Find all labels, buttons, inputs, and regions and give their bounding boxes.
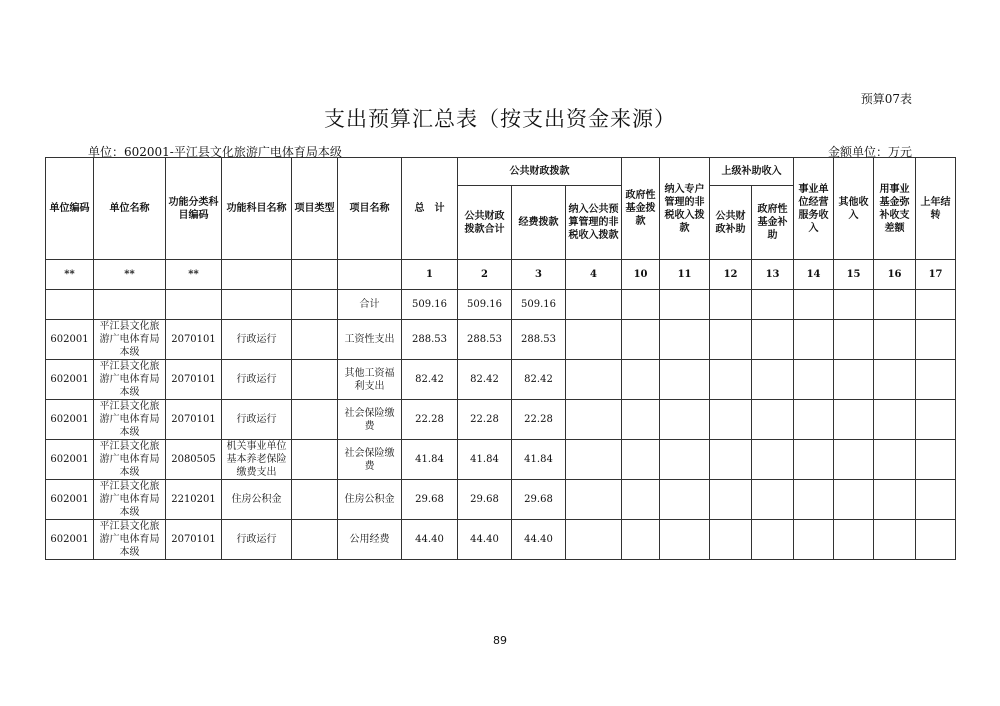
row-func-name: 行政运行: [222, 320, 292, 360]
row-project-name: 其他工资福利支出: [338, 360, 402, 400]
page-number: 89: [493, 634, 507, 647]
col-gov-fund: 政府性基金拨款: [622, 158, 660, 260]
row-func-name: 住房公积金: [222, 480, 292, 520]
total-public: 509.16: [458, 290, 512, 320]
col-upper-gov: 政府性基金补助: [752, 186, 794, 260]
row-public-total: 44.40: [458, 520, 512, 560]
index-cell: 10: [622, 260, 660, 290]
row-total: 29.68: [402, 480, 458, 520]
row-project-name: 住房公积金: [338, 480, 402, 520]
row-func-name: 行政运行: [222, 520, 292, 560]
index-cell: [338, 260, 402, 290]
col-total: 总 计: [402, 158, 458, 260]
row-code: 602001: [46, 520, 94, 560]
col-other-income: 其他收入: [834, 158, 874, 260]
row-unit-name: 平江县文化旅游广电体育局本级: [94, 520, 166, 560]
col-unit-code: 单位编码: [46, 158, 94, 260]
index-cell: **: [94, 260, 166, 290]
row-func-code: 2080505: [166, 440, 222, 480]
index-cell: 17: [916, 260, 956, 290]
row-total: 82.42: [402, 360, 458, 400]
index-cell: 14: [794, 260, 834, 290]
row-public-total: 41.84: [458, 440, 512, 480]
budget-table: [45, 157, 956, 560]
unit-label: 单位：602001-平江县文化旅游广电体育局本级: [88, 145, 342, 159]
table-row: [46, 400, 956, 440]
row-public-total: 288.53: [458, 320, 512, 360]
table-row: [46, 320, 956, 360]
row-func-name: 机关事业单位基本养老保险缴费支出: [222, 440, 292, 480]
row-unit-name: 平江县文化旅游广电体育局本级: [94, 320, 166, 360]
row-unit-name: 平江县文化旅游广电体育局本级: [94, 480, 166, 520]
index-cell: 15: [834, 260, 874, 290]
col-special-nontax: 纳入专户管理的非税收入拨款: [660, 158, 710, 260]
row-func-code: 2070101: [166, 320, 222, 360]
row-funding: 22.28: [512, 400, 566, 440]
index-cell: **: [166, 260, 222, 290]
table-row: [46, 480, 956, 520]
table-row: [46, 360, 956, 400]
table-row: [46, 440, 956, 480]
col-funding: 经费拨款: [512, 186, 566, 260]
row-total: 288.53: [402, 320, 458, 360]
row-project-name: 社会保险缴费: [338, 400, 402, 440]
index-cell: 1: [402, 260, 458, 290]
row-func-name: 行政运行: [222, 400, 292, 440]
col-reserve: 用事业基金弥补收支差额: [874, 158, 916, 260]
row-public-total: 22.28: [458, 400, 512, 440]
row-func-code: 2070101: [166, 520, 222, 560]
row-unit-name: 平江县文化旅游广电体育局本级: [94, 360, 166, 400]
row-unit-name: 平江县文化旅游广电体育局本级: [94, 440, 166, 480]
page-title: 支出预算汇总表（按支出资金来源）: [324, 107, 676, 131]
money-unit-label: 金额单位：万元: [827, 145, 912, 159]
row-total: 44.40: [402, 520, 458, 560]
index-cell: 3: [512, 260, 566, 290]
row-funding: 44.40: [512, 520, 566, 560]
col-project-type: 项目类型: [292, 158, 338, 260]
col-upper-public: 公共财政补助: [710, 186, 752, 260]
index-cell: 16: [874, 260, 916, 290]
total-row: [46, 290, 956, 320]
index-cell: [222, 260, 292, 290]
index-row: [46, 260, 956, 290]
index-cell: **: [46, 260, 94, 290]
index-cell: 4: [566, 260, 622, 290]
row-code: 602001: [46, 440, 94, 480]
row-funding: 82.42: [512, 360, 566, 400]
col-unit-name: 单位名称: [94, 158, 166, 260]
col-func-code: 功能分类科目编码: [166, 158, 222, 260]
col-public-total: 公共财政拨款合计: [458, 186, 512, 260]
row-funding: 41.84: [512, 440, 566, 480]
index-cell: 2: [458, 260, 512, 290]
row-func-code: 2210201: [166, 480, 222, 520]
row-code: 602001: [46, 400, 94, 440]
index-cell: [292, 260, 338, 290]
form-number: 预算07表: [860, 92, 912, 106]
row-funding: 288.53: [512, 320, 566, 360]
index-cell: 11: [660, 260, 710, 290]
col-func-name: 功能科目名称: [222, 158, 292, 260]
row-code: 602001: [46, 480, 94, 520]
row-funding: 29.68: [512, 480, 566, 520]
row-project-name: 工资性支出: [338, 320, 402, 360]
row-project-name: 社会保险缴费: [338, 440, 402, 480]
table-row: [46, 520, 956, 560]
row-func-name: 行政运行: [222, 360, 292, 400]
total-funding: 509.16: [512, 290, 566, 320]
row-func-code: 2070101: [166, 400, 222, 440]
col-project-name: 项目名称: [338, 158, 402, 260]
row-public-total: 29.68: [458, 480, 512, 520]
index-cell: 13: [752, 260, 794, 290]
row-total: 41.84: [402, 440, 458, 480]
total-sum: 509.16: [402, 290, 458, 320]
row-unit-name: 平江县文化旅游广电体育局本级: [94, 400, 166, 440]
total-label: 合计: [338, 290, 402, 320]
row-public-total: 82.42: [458, 360, 512, 400]
row-total: 22.28: [402, 400, 458, 440]
col-business-income: 事业单位经营服务收入: [794, 158, 834, 260]
row-func-code: 2070101: [166, 360, 222, 400]
row-code: 602001: [46, 360, 94, 400]
row-code: 602001: [46, 320, 94, 360]
row-project-name: 公用经费: [338, 520, 402, 560]
col-group-public: 公共财政拨款: [458, 158, 622, 186]
col-group-upper: 上级补助收入: [710, 158, 794, 186]
col-carryover: 上年结转: [916, 158, 956, 260]
index-cell: 12: [710, 260, 752, 290]
col-nontax: 纳入公共预算管理的非税收入拨款: [566, 186, 622, 260]
